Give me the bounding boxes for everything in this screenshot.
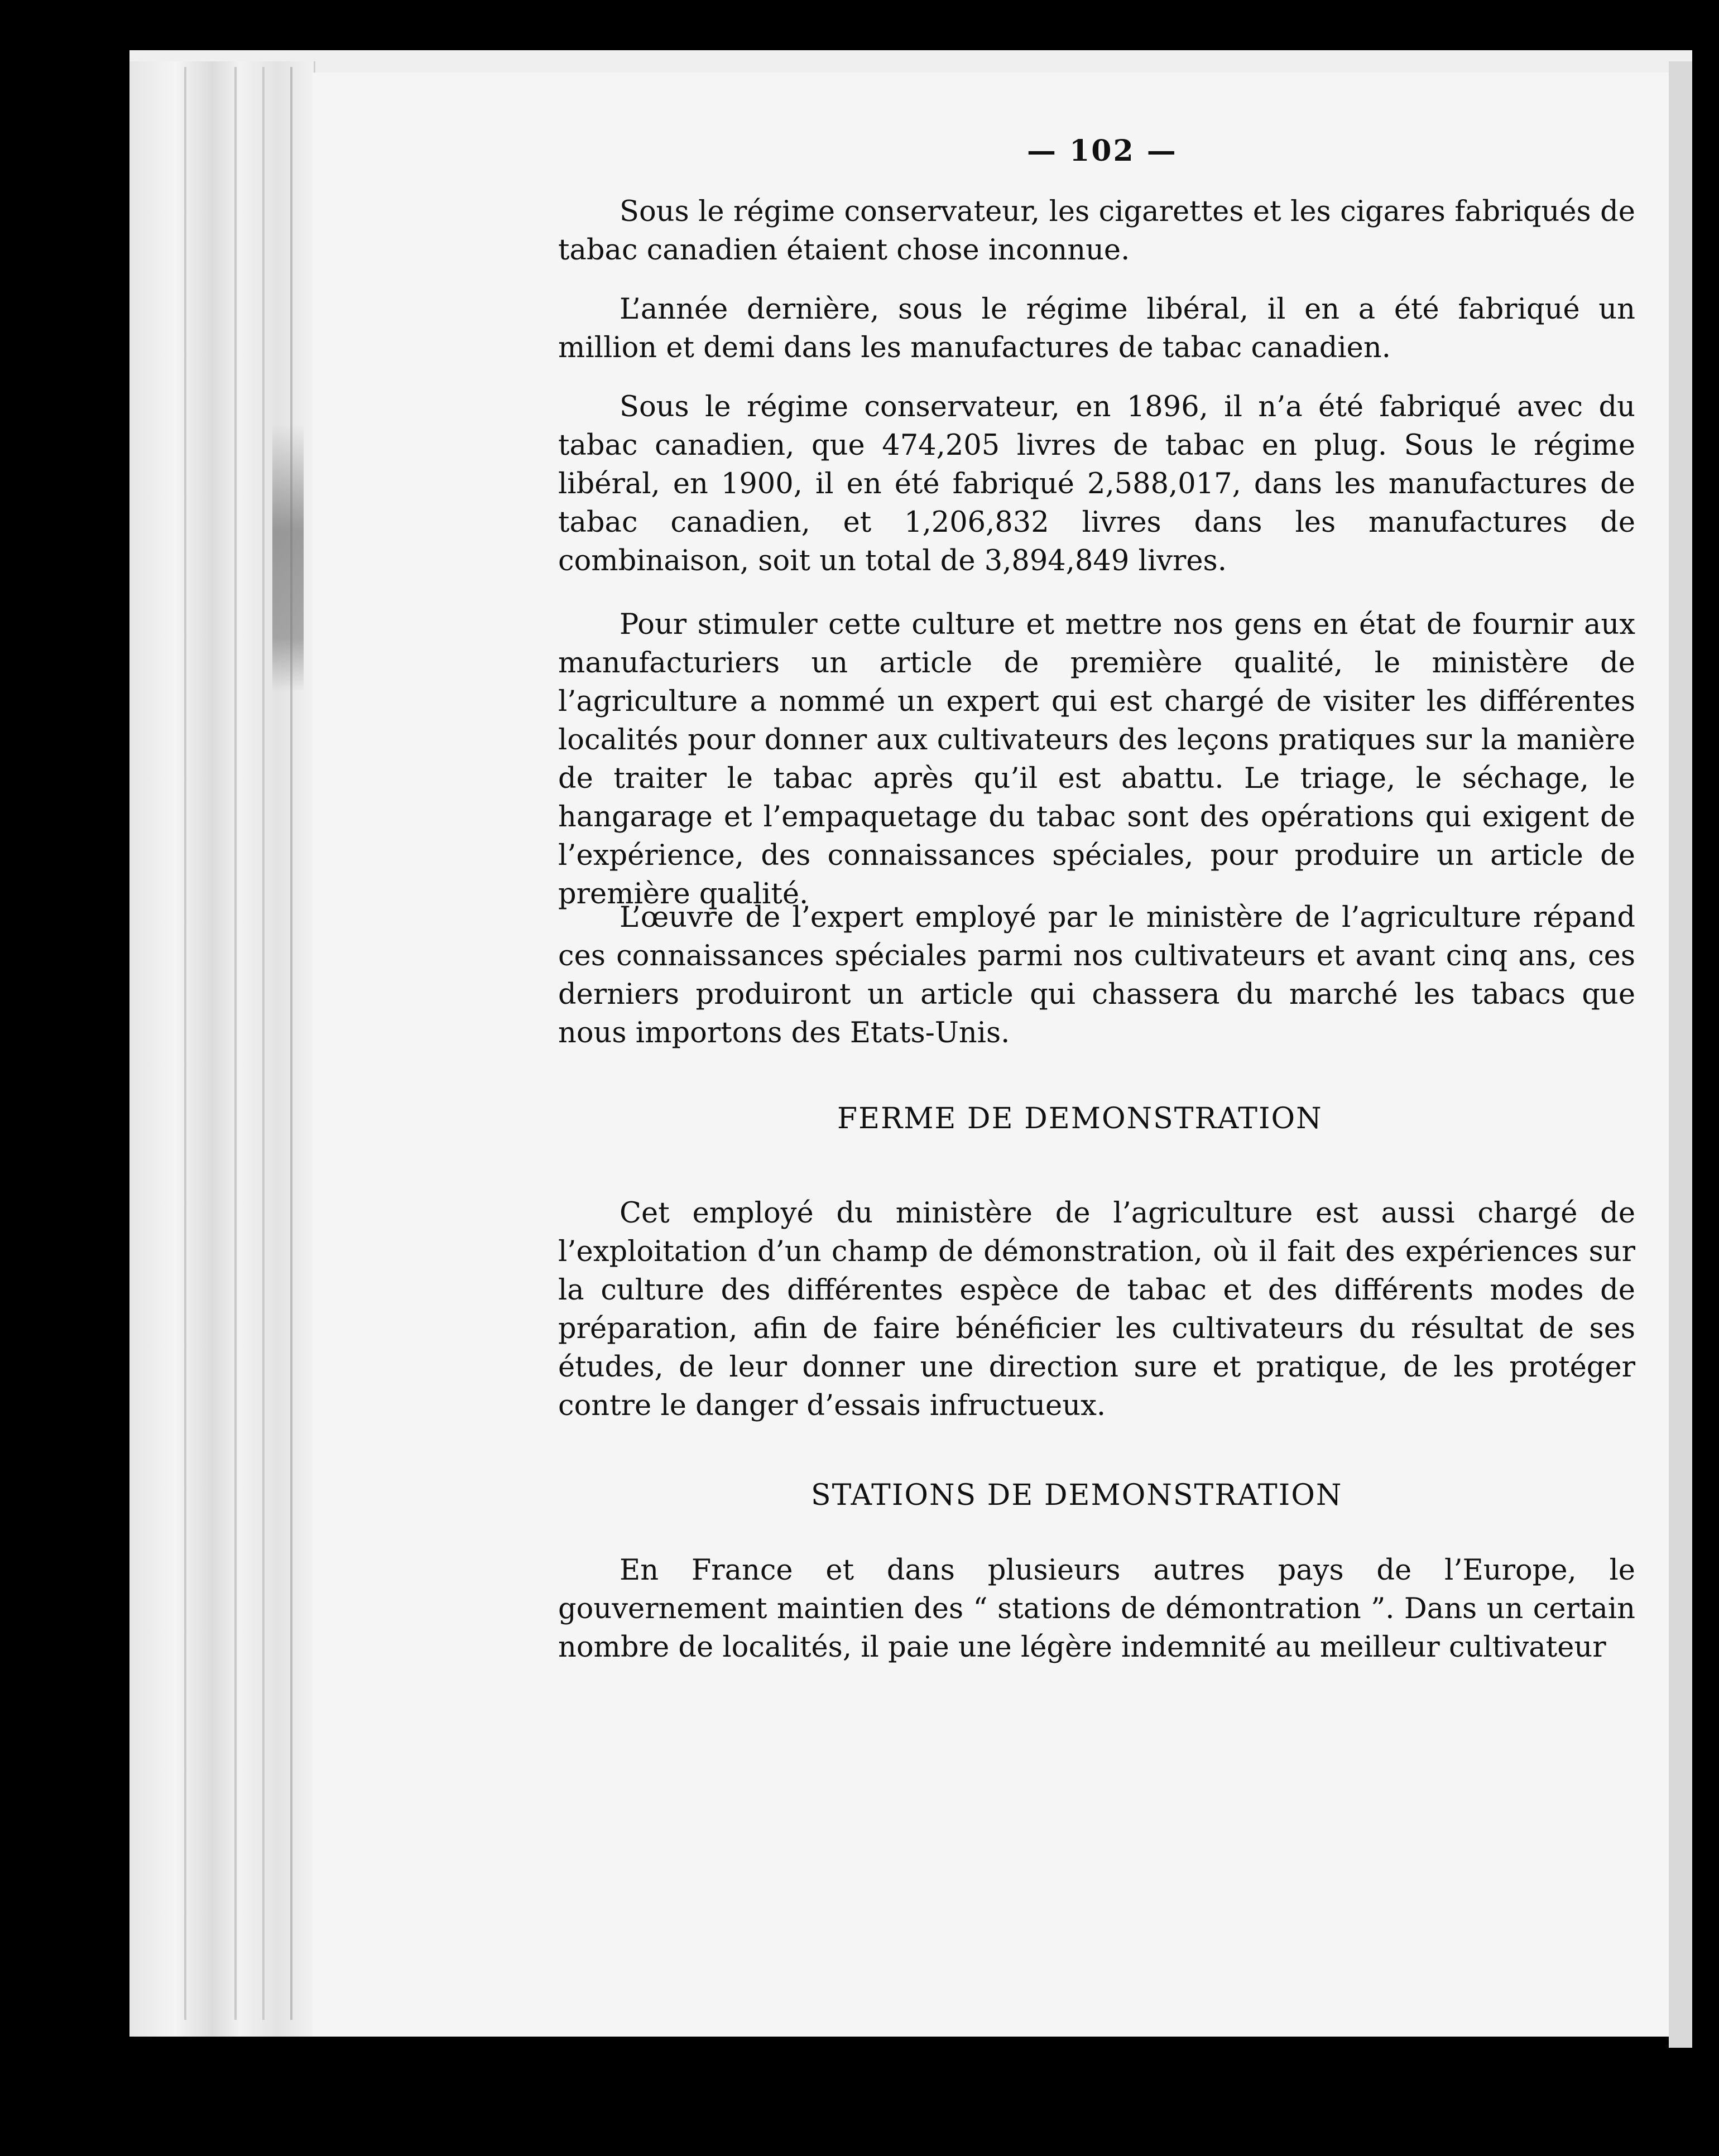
paragraph: L’année dernière, sous le régime libéral, il en a été fabriqué un million et demi dans les manufactures de tabac canadien. [558,293,1635,364]
right-page-edge [1669,61,1692,2048]
page-edge-line [290,67,292,2020]
paragraph: L’œuvre de l’expert employé par le ministère de l’agriculture répand ces connaissances spéciales parmi nos cultivateurs et avant cinq ans, ces derniers produiront un article qui chassera du marché les tabacs que nous importons des Etats-Unis. [558,901,1635,1050]
paragraph: Sous le régime conservateur, en 1896, il n’a été fabriqué avec du tabac canadien, que 474,205 livres de tabac en plug. Sous le régime libéral, en 1900, il en été fabriqué 2,588,017, dans les manufactures de tabac canadien, et 1,206,832 livres dans les manufactures de combinaison, soit un total de 3,894,849 livres. [558,391,1635,578]
paragraph: Cet employé du ministère de l’agriculture est aussi chargé de l’exploitation d’un champ de démonstration, où il fait des expériences sur la culture des différentes espèce de tabac et des différents modes de préparation, afin de faire bénéficier les cultivateurs du résultat de ses études, de leur donner une direction sure et pratique, de les protéger contre le danger d’essais infructueux. [558,1197,1635,1422]
page-number: — 102 — [1027,134,1178,168]
page-edge-line [262,67,265,2020]
paragraph: En France et dans plusieurs autres pays de l’Europe, le gouvernement maintien des “ stations de démontration ”. Dans un certain nombre de localités, il paie une légère indemnité au meilleur cultivateur [558,1554,1635,1664]
binding-strip [129,61,315,2037]
binding-smudge [272,424,304,692]
paragraph: Sous le régime conservateur, les cigarettes et les cigares fabriqués de tabac canadien étaient chose inconnue. [558,195,1635,267]
document-page [313,73,1669,2037]
page-edge-line [234,67,237,2020]
section-heading: FERME DE DEMONSTRATION [837,1102,1323,1135]
page-edge-line [184,67,186,2020]
section-heading: STATIONS DE DEMONSTRATION [811,1479,1343,1512]
paragraph: Pour stimuler cette culture et mettre nos gens en état de fournir aux manufacturiers un article de première qualité, le ministère de l’agriculture a nommé un expert qui est chargé de visiter les différentes localités pour donner aux cultivateurs des leçons pratiques sur la manière de traiter le tabac après qu’il est abattu. Le triage, le séchage, le hangarage et l’empaquetage du tabac sont des opérations qui exigent de l’expérience, des connaissances spéciales, pour produire un article de première qualité. [558,608,1635,911]
